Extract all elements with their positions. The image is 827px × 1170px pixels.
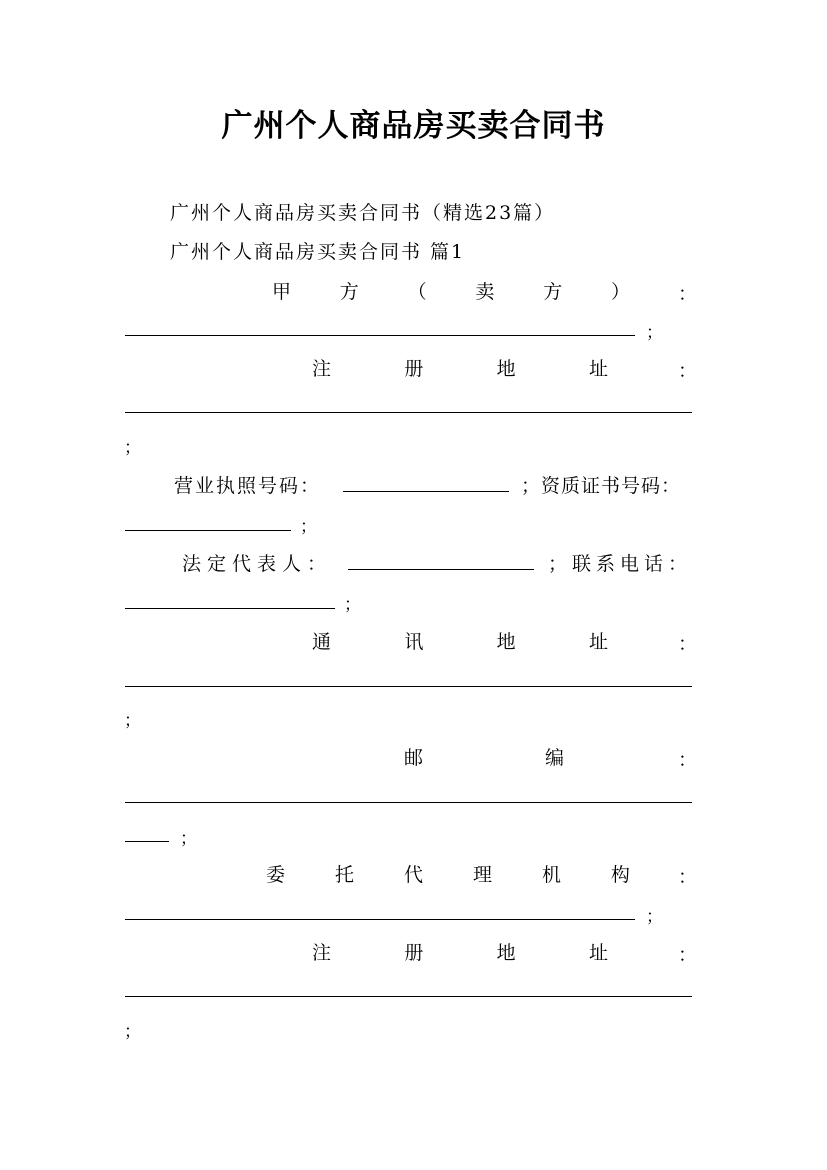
label-char: 理 xyxy=(472,864,492,886)
party-a-blank[interactable] xyxy=(125,335,635,336)
label-char: 址 xyxy=(588,631,608,653)
party-a-label xyxy=(272,277,630,304)
party-a-colon: ： xyxy=(678,283,698,305)
postcode-semicolon: ； xyxy=(180,829,197,849)
agent-blank[interactable] xyxy=(125,919,635,920)
registered-address-colon: ： xyxy=(678,360,698,382)
part-heading: 广州个人商品房买卖合同书 篇1 xyxy=(170,241,466,263)
contact-phone-semicolon: ； xyxy=(344,595,361,615)
registered-address-blank[interactable] xyxy=(125,412,692,413)
legal-representative-blank[interactable] xyxy=(348,569,534,570)
label-char: 机 xyxy=(541,864,561,886)
label-char: 讯 xyxy=(404,631,424,653)
agent-registered-address-semicolon: ； xyxy=(124,1022,141,1042)
label-char: 通 xyxy=(312,631,332,653)
contact-phone-label: ；联系电话： xyxy=(548,553,693,575)
certificate-semicolon: ； xyxy=(300,517,317,537)
label-char: 邮 xyxy=(404,747,424,769)
label-char: 构 xyxy=(610,864,630,886)
label-char: 代 xyxy=(403,864,423,886)
document-title: 广州个人商品房买卖合同书 xyxy=(221,108,606,144)
registered-address-label xyxy=(312,354,608,381)
postcode-blank-continued[interactable] xyxy=(125,841,169,842)
mailing-address-colon: ： xyxy=(678,633,698,655)
label-char: 委 xyxy=(266,864,286,886)
label-char: 址 xyxy=(588,358,608,380)
license-number-blank[interactable] xyxy=(343,491,509,492)
label-char: 方 xyxy=(543,281,563,303)
certificate-number-blank[interactable] xyxy=(125,530,291,531)
agent-registered-address-colon: ： xyxy=(678,944,698,966)
label-char: ） xyxy=(610,281,630,303)
label-char: 址 xyxy=(588,942,608,964)
label-char: 注 xyxy=(312,358,332,380)
label-char: 册 xyxy=(404,942,424,964)
postcode-colon: ： xyxy=(678,749,698,771)
postcode-blank[interactable] xyxy=(125,802,692,803)
agent-semicolon: ； xyxy=(646,907,663,927)
mailing-address-label xyxy=(312,627,608,654)
label-char: （ xyxy=(407,281,427,303)
collection-heading: 广州个人商品房买卖合同书（精选23篇） xyxy=(170,202,556,224)
label-char: 方 xyxy=(339,281,359,303)
label-char: 地 xyxy=(496,631,516,653)
party-a-semicolon: ； xyxy=(646,323,663,343)
agent-label xyxy=(266,860,630,887)
agent-registered-address-label xyxy=(312,938,608,965)
label-char: 册 xyxy=(404,358,424,380)
registered-address-semicolon: ； xyxy=(124,438,141,458)
label-char: 注 xyxy=(312,942,332,964)
agent-colon: ： xyxy=(678,866,698,888)
label-char: 地 xyxy=(496,942,516,964)
label-char: 托 xyxy=(334,864,354,886)
agent-registered-address-blank[interactable] xyxy=(125,996,692,997)
mailing-address-semicolon: ； xyxy=(124,711,141,731)
postcode-label xyxy=(404,743,564,770)
label-char: 甲 xyxy=(272,281,292,303)
legal-representative-label: 法定代表人： xyxy=(182,553,333,575)
label-char: 地 xyxy=(496,358,516,380)
contact-phone-blank[interactable] xyxy=(125,608,335,609)
license-number-label: 营业执照号码： xyxy=(174,475,322,497)
label-char: 卖 xyxy=(475,281,495,303)
certificate-number-label: ；资质证书号码： xyxy=(521,475,682,497)
label-char: 编 xyxy=(544,747,564,769)
mailing-address-blank[interactable] xyxy=(125,686,692,687)
